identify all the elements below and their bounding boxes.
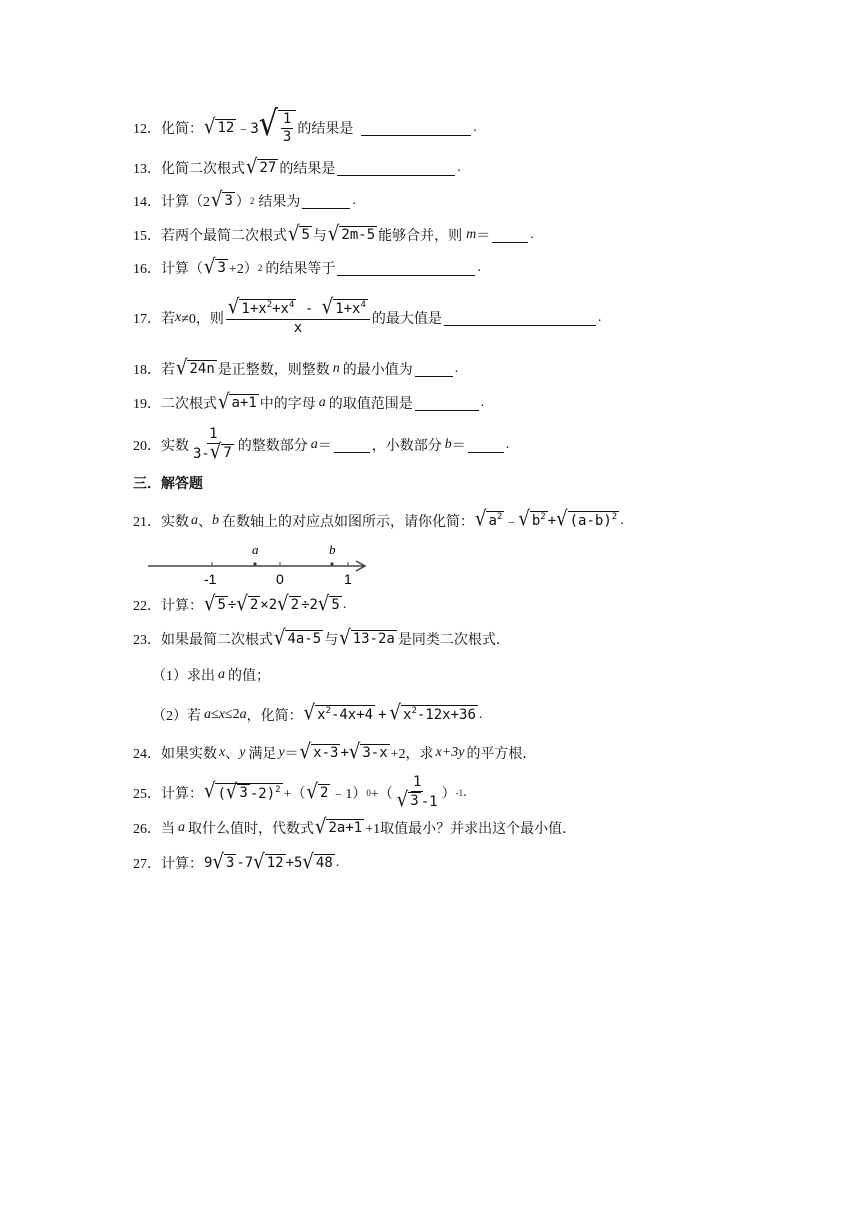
radical: √ $\frac{1}{3}$ xyxy=(259,110,297,146)
answer-blank[interactable] xyxy=(337,161,455,176)
problem-24: 24． 如果实数 x 、 y 满足 y ＝ √ x-3 + √ 3-x +2，求 x+3y 的平方根． xyxy=(133,740,537,765)
math-expression: √ 2m-5 xyxy=(327,222,376,247)
problem-18: 18． 若 √ 24n 是正整数，则整数 n 的最小值为 . xyxy=(133,356,459,381)
math-expression: √ ( √ 3 -2)$^2$ xyxy=(204,778,281,805)
math-expression: √ 13-2a xyxy=(339,626,395,651)
answer-blank[interactable] xyxy=(415,396,479,411)
problem-27: 27． 计算： 9 √ 3 -7 √ 12 +5 √ 48 . xyxy=(133,850,340,875)
point-a xyxy=(253,562,256,565)
problem-23-part-1: （1）求出 a 的值； xyxy=(152,667,270,684)
problem-16: 16． 计算（ √ 3 +2） 2 的结果等于 . xyxy=(133,255,481,280)
problem-13: 13． 化简二次根式 √ 27 的结果是 . xyxy=(133,155,461,180)
radical: √ 12 xyxy=(204,115,235,140)
problem-19: 19． 二次根式 √ a+1 中的字母 a 的取值范围是 . xyxy=(133,390,485,415)
math-expression: √ x-3 + √ 3-x xyxy=(299,740,388,765)
math-expression: 9 √ 3 -7 √ 12 +5 √ 48 xyxy=(204,850,333,875)
problem-26: 26． 当 a 取什么值时，代数式 √ 2a+1 +1取值最小？并求出这个最小值． xyxy=(133,815,577,840)
answer-blank[interactable] xyxy=(334,438,370,453)
answer-blank[interactable] xyxy=(492,228,528,243)
math-expression: √ 27 xyxy=(246,155,277,180)
tick-label: -1 xyxy=(204,571,217,587)
answer-blank[interactable] xyxy=(444,311,596,326)
math-expression xyxy=(225,295,371,337)
fraction: $\frac{1}{3}$ xyxy=(282,110,292,145)
math-expression: √ 24n xyxy=(176,356,215,381)
answer-blank[interactable] xyxy=(302,194,350,209)
math-expression: √ 12 ﹣3 √ $\frac{1}{3}$ xyxy=(204,110,296,146)
answer-blank[interactable] xyxy=(361,121,471,136)
answer-blank[interactable] xyxy=(337,261,475,276)
tick-label: 0 xyxy=(276,571,284,587)
problem-17: 17． 若 x ≠0，则 √ $1+x^2+x^4$ - √ $1+x^4$ x 的最大值是 . xyxy=(133,295,602,336)
math-expression: √ 3 xyxy=(204,255,226,280)
problem-15: 15． 若两个最简二次根式 √ 5 与 √ 2m-5 能够合并，则 m ＝ . xyxy=(133,222,534,247)
math-expression: √ 2a+1 xyxy=(315,815,363,840)
problem-text: 化简： xyxy=(161,122,203,137)
problem-number: 12． xyxy=(133,122,161,137)
math-expression: √ 2 xyxy=(306,780,329,805)
problem-21: 21． 实数 a 、 b 在数轴上的对应点如图所示，请你化简： √ $a^2$ ﹣ √ $b^2$ + √ $(a-b)^2$ . xyxy=(133,507,624,532)
fraction: 1 3- √ 7 xyxy=(193,426,232,465)
label-a: a xyxy=(252,542,259,557)
math-expression: √ $x^2-4x+4$ + √ $x^2-12x+36$ xyxy=(303,701,476,726)
problem-23: 23． 如果最简二次根式 √ 4a-5 与 √ 13-2a 是同类二次根式． xyxy=(133,626,510,651)
problem-14: 14． 计算（2 √ 3 ） 2 结果为 . xyxy=(133,188,356,213)
point-b xyxy=(330,562,333,565)
label-b: b xyxy=(329,542,336,557)
math-expression: √ 5 xyxy=(288,222,310,247)
math-expression: √ 5 ÷ √ 2 ×2 √ 2 ÷2 √ 5 xyxy=(204,592,340,617)
answer-blank[interactable] xyxy=(468,438,504,453)
math-expression: √ $a^2$ ﹣ √ $b^2$ + √ $(a-b)^2$ xyxy=(475,507,618,532)
fraction: √ $1+x^2+x^4$ - √ $1+x^4$ x xyxy=(226,299,370,337)
answer-blank[interactable] xyxy=(415,362,453,377)
problem-20: 20． 实数 1 3- √ 7 的整数部分 a ＝ ，小数部分 b ＝ . xyxy=(133,426,510,465)
problem-text: 的结果是 xyxy=(297,122,354,137)
problem-25: 25． 计算： √ ( √ 3 -2)$^2$ +（ √ 2 ﹣1） 0 +（ 1 √ 3 -1 ） -1 . xyxy=(133,774,467,813)
math-expression xyxy=(190,426,237,463)
math-expression: √ 3 xyxy=(211,188,233,213)
problem-12: 12． 化简： √ 12 ﹣3 √ $\frac{1}{3}$ 的结果是 . xyxy=(133,103,477,145)
fraction: 1 √ 3 -1 xyxy=(396,774,438,813)
math-expression: √ a+1 xyxy=(218,390,257,415)
math-expression: √ 4a-5 xyxy=(274,626,322,651)
number-line xyxy=(148,542,373,588)
problem-22: 22． 计算： √ 5 ÷ √ 2 ×2 √ 2 ÷2 √ 5 . xyxy=(133,592,347,617)
problem-23-part-2: （2）若 a ≤ x ≤2 a ，化简： √ $x^2-4x+4$ + √ $x^2-12x+36$ . xyxy=(152,701,483,726)
tick-label: 1 xyxy=(344,571,352,587)
math-expression xyxy=(394,774,441,811)
section-title: 三．解答题 xyxy=(133,476,203,492)
